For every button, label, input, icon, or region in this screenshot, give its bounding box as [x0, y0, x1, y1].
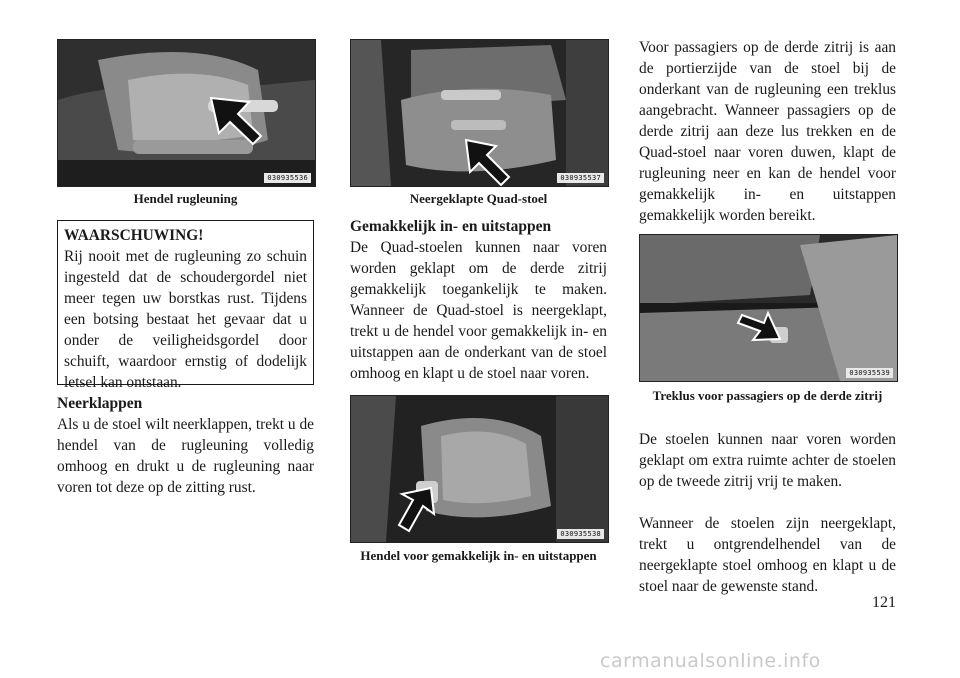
paragraph-pull-loop: Voor passagiers op de derde zitrij is aan de portierzijde van de stoel bij de onderkant van de rugleuning een treklus aangebracht. Wanneer passagiers op de derde zitrij aan deze lus trekken en de Quad-stoel naar voren duwen, klapt de rugleuning neer en kan de hendel voor gemakkelijk in- en uitstappen gemakkelijk worden bereikt. — [639, 39, 896, 224]
arrow-icon — [58, 40, 315, 186]
seat-back-lever-photo — [57, 39, 316, 187]
page-number: 121 — [872, 594, 896, 611]
figure-code: 030935539 — [846, 368, 893, 378]
paragraph-unfold: Wanneer de stoelen zijn neergeklapt, trekt u ontgrendelhendel van de neergeklapte stoel omhoog en klapt u de stoel naar de gewenste stand. — [639, 515, 896, 595]
section-heading: Gemakkelijk in- en uitstappen — [350, 218, 552, 235]
paragraph-fold-forward: De stoelen kunnen naar voren worden geklapt om extra ruimte achter de stoelen op de tweede zitrij vrij te maken. — [639, 431, 896, 490]
figure-caption: Hendel voor gemakkelijk in- en uitstappen — [360, 548, 597, 563]
section-text: Als u de stoel wilt neerklappen, trekt u de hendel van de rugleuning volledig omhoog en drukt u de rugleuning naar voren tot deze op de zitting rust. — [57, 416, 314, 496]
folded-quad-seat-photo — [350, 39, 609, 187]
warning-box — [57, 220, 314, 391]
pull-loop-photo — [639, 234, 898, 382]
figure-code: 030935537 — [557, 173, 604, 183]
section-text: De Quad-stoelen kunnen naar voren worden geklapt om de derde zitrij gemakkelijk toegankelijk te maken. Wanneer de Quad-stoel is neergeklapt, trekt u de hendel voor gemakkelijk in- en uitstappen aan de onderkant van de stoel omhoog en klapt u de stoel naar voren. — [350, 239, 607, 382]
figure-code: 030935536 — [264, 173, 311, 183]
arrow-icon — [640, 235, 897, 381]
watermark: carmanualsonline.info — [600, 650, 821, 672]
figure-caption: Treklus voor passagiers op de derde zitrij — [652, 388, 883, 403]
arrow-icon — [351, 40, 608, 186]
figure-code: 030935538 — [557, 529, 604, 539]
section-heading: Neerklappen — [57, 395, 143, 412]
easy-entry-lever-photo — [350, 395, 609, 543]
arrow-icon — [351, 396, 608, 542]
warning-text: Rij nooit met de rugleuning zo schuin ingesteld dat de schoudergordel niet meer tegen uw borstkas rust. Tijdens een botsing bestaat het gevaar dat u onder de veiligheidsgordel door schuift, waardoor ernstig of dodelijk letsel kan ontstaan. — [64, 248, 307, 391]
figure-caption: Hendel rugleuning — [133, 191, 238, 206]
figure-caption: Neergeklapte Quad-stoel — [409, 191, 548, 206]
warning-title: WAARSCHUWING! — [64, 227, 204, 244]
